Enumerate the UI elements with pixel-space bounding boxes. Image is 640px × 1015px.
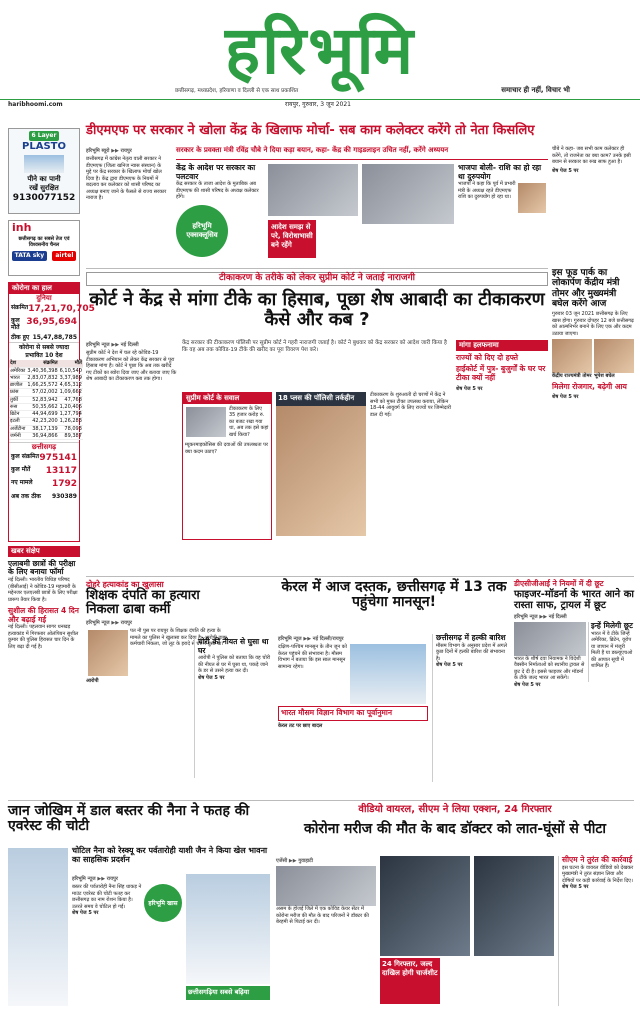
divider: [86, 576, 634, 577]
sc-photo-body-col: [370, 392, 452, 540]
table-header: देश संक्रमित मौतें: [10, 360, 82, 367]
table-row: रूस 50,35,662 1,20,406: [10, 403, 82, 410]
top-story-subhead: सरकार के प्रवक्ता मंत्री रविंद्र चौबे ने दिया कड़ा बयान, कहा- केंद्र की गाइडलाइन उचित नहीं, करेंगे अध्ययन: [176, 146, 449, 154]
pfizer-body: भारत के शीर्ष दवा नियामक ने विदेशी वैक्सीन निर्माताओं को स्थानीय ट्रायल से छूट दे दी है। इससे फाइजर और मॉडर्ना के टीके जल्द भारत आ सकेंगे।: [514, 655, 585, 682]
divider: [8, 800, 634, 801]
monsoon-story: [278, 634, 428, 782]
everest-body-col: [72, 874, 182, 1004]
inh-ad[interactable]: [8, 220, 80, 276]
mountaineer-photo: [8, 848, 68, 1006]
plasto-brand: PLASTO: [22, 140, 66, 152]
teacher-body: पत नी पुस पर रायपुर के शिक्षक दंपति की हत्या के मामले का पुलिस ने खुलासा कर दिया है। आरोपी ढाबा कर्मचारी निकला, जो लूट के इरादे से घर में घुसा था।: [130, 628, 227, 648]
assault-photo-2: [474, 856, 554, 956]
sc-photo-caption: 18 प्लस की पॉलिसी तर्कहीन: [276, 392, 366, 406]
bjp-body: भाजपा ने कहा कि पूर्व में प्रभारी मंत्री के अध्यक्ष रहते डीएमएफ राशि का दुरुपयोग हो रहा था।: [458, 181, 516, 201]
plasto-badge: 6 Layer: [29, 131, 60, 141]
vaccination-photo: [276, 406, 366, 536]
sc-intro: केंद्र सरकार की टीकाकरण पॉलिसी पर सुप्रीम कोर्ट ने गहरी नाराजगी जताई है। कोर्ट ने बुधवार को केंद्र सरकार को आदेश जारी किया है कि वह अब तक कोविड-19 टीके की खरीद का पूरा विवरण पेश करे।: [182, 340, 447, 354]
pfizer-side-head[interactable]: इन्हें मिलेगी छूट: [591, 620, 633, 630]
top-story-lead-col: [86, 146, 168, 266]
table-row: फ्रांस 57,02,002 1,09,662: [10, 389, 82, 396]
sc-side-item-1[interactable]: राज्यों को दिए दो हफ्ते: [456, 352, 519, 362]
brief-1-headline[interactable]: एलाबमी छात्रों की परीक्षा के लिए बनाया फॉर्मा: [8, 558, 76, 577]
everest-summit-photo: [186, 874, 270, 984]
monsoon-body: दक्षिण-पश्चिम मानसून के तीन जून को केरल पहुंचने की संभावना है। मौसम विभाग ने बताया कि इस साल मानसून सामान्य रहेगा।: [278, 644, 347, 670]
table-row: ब्राजील 1,66,25,572 4,65,312: [10, 382, 82, 388]
doctor-body: असम के होजई जिले में एक कोविड केयर सेंटर में कोरोना मरीज की मौत के बाद परिजनों ने डॉक्टर की बेरहमी से पिटाई कर दी।: [276, 906, 369, 926]
table-row: अमेरिका 3,40,36,398 6,10,540: [10, 367, 82, 374]
teacher-continued[interactable]: शेष पेज 5 पर: [198, 674, 225, 681]
sc-questions-box: [182, 392, 272, 540]
sc-question-1: टीकाकरण के लिए 35 हजार करोड़ रु. का बजट रखा गया था, अब तक इसे कहां खर्च किया?: [229, 405, 269, 438]
sc-side-head: मांगा हलफनामा: [456, 340, 548, 351]
sc-side-item-2[interactable]: हाईकोर्ट में पुत्र- बुजुर्गों के घर पर टीका क्यों नहीं: [456, 364, 546, 382]
brief-2-body: नई दिल्ली। पहलवान सागर धनखड़ हत्याकांड में गिरफ्तार ओलंपियन सुशील कुमार की पुलिस हिरासत चार दिन के लिए बढ़ा दी गई है।: [8, 624, 79, 650]
plasto-line1: पीने का पानी: [27, 175, 61, 183]
monsoon-side-head[interactable]: छत्तीसगढ़ में हल्की बारिश: [436, 633, 506, 642]
food-park-photo-2: भूपेश बघेल: [594, 339, 634, 380]
monsoon-photo: [350, 644, 426, 704]
inh-text: छत्तीसगढ़ का सबसे तेज एवं विश्वसनीय चैनल: [18, 235, 70, 248]
food-park-continued[interactable]: शेष पेज 5 पर: [552, 393, 579, 400]
table-row: जर्मनी 36,94,866 89,387: [10, 432, 82, 439]
dateline: रायपुर, गुरुवार, 3 जून 2021: [285, 101, 351, 108]
monsoon-byline: हरिभूमि न्यूज ▶▶ नई दिल्ली/रायपुर: [278, 636, 344, 642]
sc-kicker-box: [86, 272, 548, 286]
world-stat-deaths: कुल मौतें 36,95,694: [11, 316, 77, 332]
doctor-side-head[interactable]: सीएम ने तुरंत की कार्रवाई: [562, 855, 633, 864]
everest-body: बस्तर की पर्वतारोही नैना सिंह धाकड़ ने माउंट एवरेस्ट की चोटी फतह कर छत्तीसगढ़ का नाम रोशन किया है। उतरते समय वे चोटिल हो गईं।: [72, 884, 142, 910]
everest-headline-wrap: [8, 804, 270, 844]
plasto-phone: 9130077152: [12, 192, 76, 203]
doctor-continued[interactable]: शेष पेज 5 पर: [562, 884, 589, 891]
plasto-ad[interactable]: [8, 128, 80, 214]
sc-intro-wrap: [182, 340, 452, 388]
sc-headline-wrap: [86, 290, 548, 336]
table-row: भारत 2,83,07,832 3,37,989: [10, 374, 82, 381]
top-countries-heading: कोरोना से सबसे ज्यादा प्रभावित 10 देश: [9, 342, 79, 360]
cg-stat-deaths: कुल मौतें 13117: [11, 466, 77, 476]
doctor-byline: एजेंसी ▶▶ गुवाहाटी: [276, 858, 313, 864]
top-story-subhead-wrap: [176, 146, 548, 160]
info-strip: [0, 100, 640, 112]
water-tank-image: [24, 155, 64, 173]
sc-headline[interactable]: कोर्ट ने केंद्र से मांगा टीके का हिसाब, पूछा शेष आबादी का टीकाकरण कैसे और कब ?: [89, 289, 545, 330]
teacher-byline: हरिभूमि न्यूज ▶▶ रायपुर: [86, 619, 132, 626]
teacher-headline[interactable]: शिक्षक दंपति का हत्यारा निकला ढाबा कर्मी: [86, 588, 200, 618]
corona-title: कोरोना का हाल: [9, 283, 79, 294]
monsoon-headline-wrap: [278, 580, 510, 630]
pfizer-headline[interactable]: फाइजर-मॉडर्ना के भारत आने का रास्ता साफ, ट्रायल में छूट: [514, 588, 634, 612]
minister-document-image: [268, 164, 358, 216]
food-park-body: गुरुवार 03 जून 2021 छत्तीसगढ़ के लिए खास होगा। गुरुवार दोपहर 12 बजे छत्तीसगढ़ को आत्मनिर्भर बनाने के लिए एक और कदम उठाया जाएगा।: [552, 311, 634, 337]
corona-panel: [8, 282, 95, 542]
top-story-body: छत्तीसगढ़ में कांग्रेस नेतृत्व वाली सरकार ने डीएमएफ (जिला खनिज न्यास संस्थान) के मुद्दे पर केंद्र सरकार के खिलाफ मोर्चा खोल दिया है। केंद्र द्वारा डीएमएफ के नियमों में बदलाव कर कलेक्टर को शासी परिषद का अध्यक्ष बनाए जाने के फैसले से राज्य सरकार नाराज है।: [86, 156, 167, 202]
monsoon-headline[interactable]: केरल में आज दस्तक, छत्तीसगढ़ में 13 तक पहुंचेगा मानसून!: [281, 579, 507, 611]
divider: [86, 268, 548, 269]
cg-stat-new: नए मामले 1792: [11, 479, 77, 490]
plasto-line2: रखें सुरक्षित: [29, 183, 59, 192]
doctor-kicker: वीडियो वायरल, सीएम ने लिया एक्शन, 24 गिरफ्तार: [358, 804, 552, 815]
pfizer-continued[interactable]: शेष पेज 5 पर: [514, 681, 541, 688]
website-link[interactable]: haribhoomi.com: [8, 101, 63, 108]
teacher-kicker: दोहरे हत्याकांड का खुलासा: [86, 580, 164, 589]
sc-byline: हरिभूमि न्यूज ▶▶ नई दिल्ली: [86, 342, 139, 348]
food-park-col: [552, 268, 634, 542]
center-order-box: [176, 164, 264, 264]
table-row: अर्जेंटीना 38,17,139 78,093: [10, 425, 82, 432]
assault-photo: [380, 856, 470, 956]
everest-sub-wrap: [72, 846, 272, 870]
exclusive-badge: हरिभूमि एक्सक्लूसिव: [176, 205, 228, 257]
top-story-headline[interactable]: डीएमएफ पर सरकार ने खोला केंद्र के खिलाफ मोर्चा- सब काम कलेक्टर करेंगे तो नेता किसलिए: [86, 123, 535, 138]
order-callout: आदेश समझ से परे, विरोधाभासी बने रहेंगे: [268, 220, 316, 258]
table-row: ब्रिटेन 44,94,699 1,27,794: [10, 411, 82, 417]
cg-stat-recovered: अब तक ठीक 930389: [11, 492, 77, 500]
news-brief-title: खबर संक्षेप: [8, 546, 80, 557]
pfizer-story: [514, 580, 634, 780]
box1-body: केंद्र सरकार के ताजा आदेश के मुताबिक अब डीएमएफ की शासी परिषद के अध्यक्ष कलेक्टर होंगे।: [176, 181, 259, 201]
doctor-headline[interactable]: कोरोना मरीज की मौत के बाद डॉक्टर को लात-घूंसों से पीटा: [303, 821, 607, 837]
top-story-right-col: [552, 146, 634, 266]
box1-headline[interactable]: केंद्र के आदेश पर सरकार का पलटवार: [176, 163, 256, 181]
pfizer-side-body: भारत में वे टीके जिन्हें अमेरिका, ब्रिटेन, यूरोप या जापान में मंजूरी मिली है या डब्ल्यूएचओ की आपात सूची में शामिल हैं।: [591, 630, 633, 669]
doctor-side: [558, 856, 634, 1006]
food-park-subhead: मिलेगा रोजगार, बढ़ेगी आय: [552, 381, 627, 391]
sc-lead-col: [86, 340, 178, 540]
brief-1-body: नई दिल्ली। भारतीय विधिज्ञ परिषद (बीसीआई) ने कोविड-19 महामारी के मद्देनजर एलएलबी छात्रों के लिए परीक्षा प्रारूप तैयार किया है।: [8, 577, 78, 603]
monsoon-side-body: मौसम विभाग के अनुसार प्रदेश में अगले कुछ दिनों में हल्की बारिश की संभावना है।: [436, 642, 507, 662]
cg-label: छत्तीसगढ़: [9, 442, 79, 452]
masthead-logo: [170, 11, 470, 89]
tatasky-logo: TATA sky: [12, 251, 48, 261]
everest-headline[interactable]: जान जोखिम में डाल बस्तर की नैना ने फतह की एवरेस्ट की चोटी: [8, 803, 250, 835]
sc-kicker: टीकाकरण के तरीके को लेकर सुप्रीम कोर्ट ने जताई नाराजगी: [219, 273, 415, 283]
food-park-photo-1: केंद्रीय राज्यमंत्री तोमर: [552, 339, 592, 380]
everest-sub: चोटिल नैना को रेस्क्यू कर पर्वतारोही याशी जैन ने किया खेल भावना का साहसिक प्रदर्शन: [72, 846, 268, 865]
everest-continued[interactable]: शेष पेज 5 पर: [72, 910, 99, 917]
bjp-headline[interactable]: भाजपा बोली- राशि का हो रहा था दुरुपयोग: [458, 163, 542, 181]
pfizer-kicker: डीएसीजीआई ने नियमों में दी छूट: [514, 579, 604, 588]
doctor-headline-wrap: [276, 822, 634, 852]
everest-photo-caption: छत्तीसगढ़िया सबसे बढ़िया: [186, 986, 270, 1000]
doctor-body-col: [276, 856, 376, 1006]
masthead-strip: [0, 86, 640, 100]
top-story-continued[interactable]: शेष पेज 5 पर: [552, 167, 579, 174]
teacher-side-body: आरोपी ने पुलिस को बताया कि वह चोरी की नीयत से घर में घुसा था, पकड़े जाने के डर से उसने हत्या कर दी।: [198, 655, 271, 675]
doctor-photo: [276, 866, 376, 906]
monsoon-photo-caption: केरल तट पर छाए बादल: [278, 722, 323, 729]
pfizer-byline: हरिभूमि न्यूज ▶▶ नई दिल्ली: [514, 613, 567, 620]
masthead-title: हरिभूमि: [224, 11, 416, 89]
sc-continued[interactable]: शेष पेज 5 पर: [456, 385, 483, 392]
teacher-side: [194, 638, 272, 778]
vaccine-vials-photo: [514, 622, 586, 656]
teacher-side-head[interactable]: चोरी की नीयत से घुसा था घर: [198, 637, 269, 655]
order-copy-image: [362, 164, 454, 224]
top-story-right-body: चौबे ने कहा- जब सभी काम कलेक्टर ही करेंगे, तो राजनेता का क्या काम? उनके इसी बयान से सरकार का रुख साफ हुआ है।: [552, 146, 631, 165]
world-stat-recovered: ठीक हुए 15,47,88,785: [11, 333, 77, 341]
bjp-column: [458, 164, 548, 264]
masthead-tagline-left: छत्तीसगढ़, मध्यप्रदेश, हरियाणा व दिल्ली से एक साथ प्रकाशित: [175, 88, 299, 94]
table-row: तुर्की 52,83,942 47,768: [10, 396, 82, 403]
sc-question-2: म्यूकरमाइकोसिस की दवाओं की उपलब्धता पर क्या कदम उठाए?: [185, 442, 269, 455]
sc-questions-title: सुप्रीम कोर्ट के सवाल: [183, 393, 271, 404]
imd-forecast-box: भारत मौसम विज्ञान विभाग का पूर्वानुमान: [278, 706, 428, 721]
everest-byline: हरिभूमि न्यूज ▶▶ रायपुर: [72, 876, 118, 882]
top-story-headline-wrap: [86, 124, 634, 142]
bjp-leader-photo: [518, 183, 546, 213]
monsoon-side: [432, 634, 510, 782]
world-label: दुनिया: [36, 293, 52, 302]
sc-body: सुप्रीम कोर्ट ने देश में चल रहे कोविड-19 टीकाकरण अभियान को लेकर केंद्र सरकार से पूरा हिसाब मांगा है। कोर्ट ने पूछा कि अब तक खरीदे गए टीकों का ब्योरा दिया जाए और बताया जाए कि शेष आबादी का टीकाकरण कब तक होगा।: [86, 350, 177, 383]
sc-side-col: [456, 340, 548, 540]
top-story-byline: हरिभूमि ब्यूरो ▶▶ रायपुर: [86, 148, 132, 154]
doctor-side-body: इस घटना के वायरल वीडियो को देखकर मुख्यमंत्री ने तुरंत संज्ञान लिया और दोषियों पर कड़ी कार्रवाई के निर्देश दिए।: [562, 864, 634, 884]
supreme-court-building-image: [186, 407, 226, 437]
cg-stat-infected: कुल संक्रमित 975141: [11, 452, 77, 463]
accused-label: आरोपी: [86, 678, 99, 685]
world-stat-infected: संक्रमित 17,21,70,705: [11, 303, 95, 314]
doctor-photo-caption: 24 गिरफ्तार, जल्द दाखिल होगी चार्जशीट: [380, 958, 440, 1004]
doctor-kicker-wrap: [276, 804, 634, 820]
masthead-tagline-right: समाचार ही नहीं, विचार भी: [501, 86, 570, 94]
news-brief-column: [8, 546, 80, 786]
food-park-headline[interactable]: इस फूड पार्क का लोकार्पण केंद्रीय मंत्री तोमर और मुख्यमंत्री बघेल करेंगे आज: [552, 268, 620, 310]
brief-2-headline[interactable]: सुशील की हिरासत 4 दिन और बढ़ाई गई: [8, 606, 79, 624]
accused-photo: [88, 630, 128, 676]
table-row: इटली 42,23,200 1,26,283: [10, 418, 82, 425]
everest-exclusive-badge: हरिभूमि खास: [144, 884, 182, 922]
sc-photo-body: टीकाकरण के शुरुआती दो चरणों में केंद्र ने सभी को मुफ्त टीका उपलब्ध कराया, लेकिन 18-44 आयुवर्ग के लिए राज्यों पर जिम्मेदारी डाल दी गई।: [370, 392, 452, 418]
monsoon-continued[interactable]: शेष पेज 5 पर: [436, 662, 463, 669]
country-table: [9, 360, 83, 440]
airtel-logo: airtel: [52, 251, 76, 261]
inh-logo: inh: [12, 221, 32, 234]
